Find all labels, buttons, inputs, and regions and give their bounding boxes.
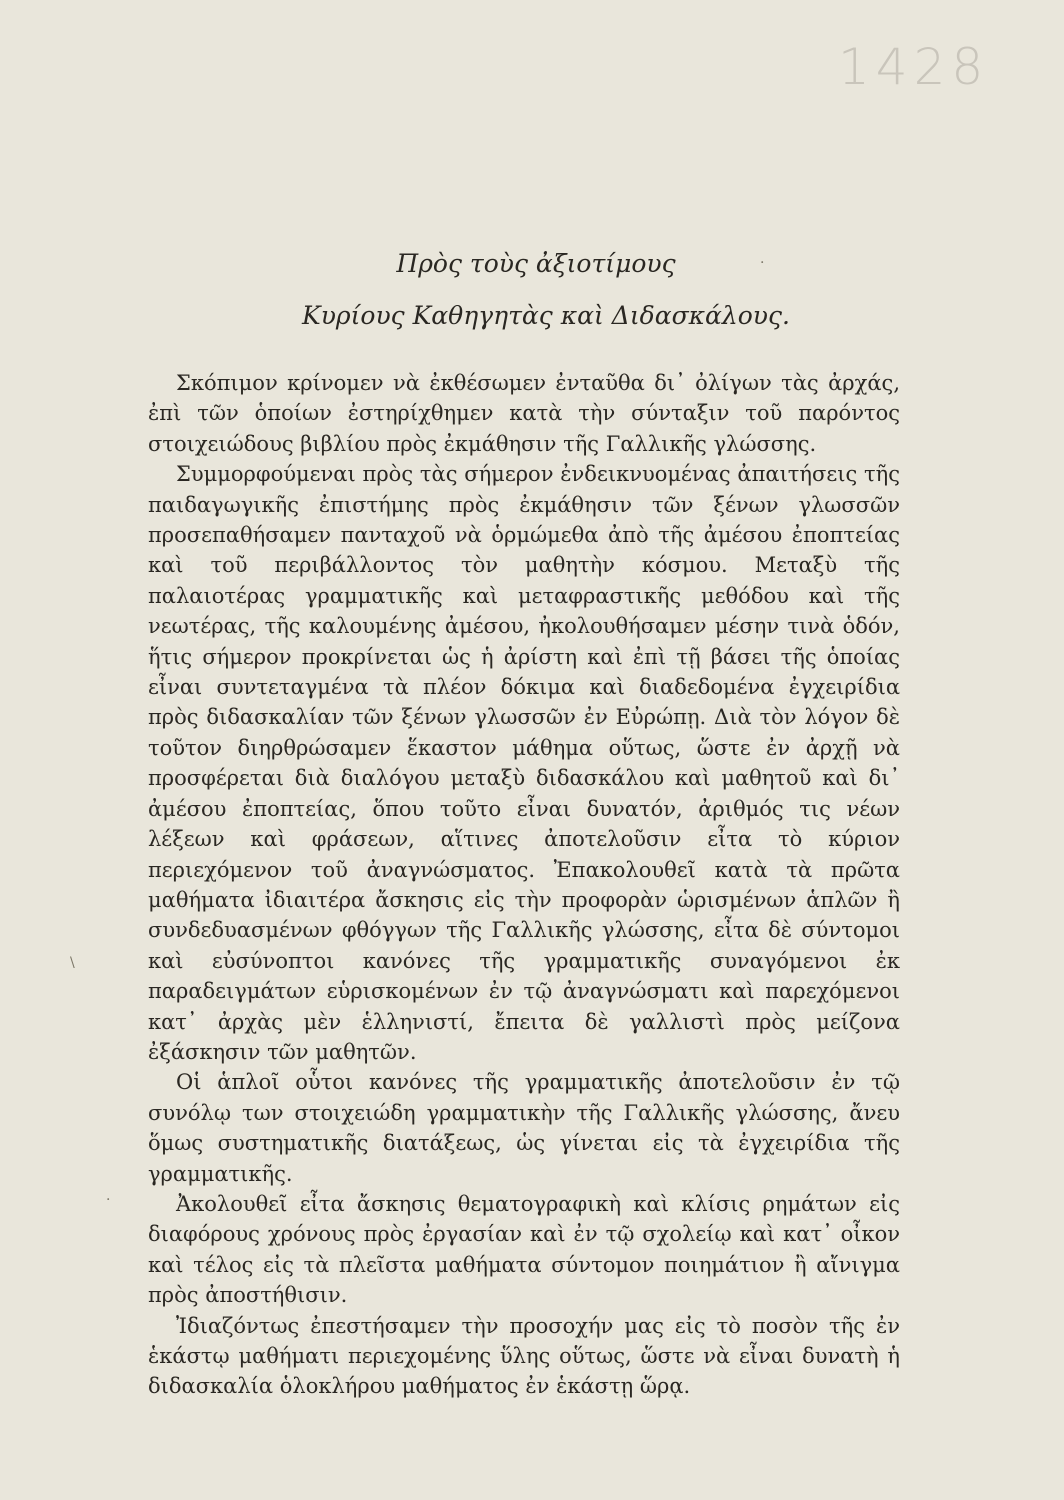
- preface-body: [148, 368, 900, 1402]
- paragraph: Ἀκολουθεῖ εἶτα ἄσκησις θεματογραφικὴ καὶ κλίσις ρημάτων εἰς διαφόρους χρόνους πρὸς ἐργασίαν καὶ ἐν τῷ σχολείῳ καὶ κατ᾿ οἶκον καὶ τέλος εἰς τὰ πλεῖστα μαθήματα σύντομον ποιημάτιον ἢ αἴνιγμα πρὸς ἀποστήθισιν.: [148, 1191, 900, 1308]
- paper-speck: \: [70, 955, 75, 971]
- dedication-heading: [0, 238, 1064, 342]
- paragraph: Οἱ ἁπλοῖ οὗτοι κανόνες τῆς γραμματικῆς ἀποτελοῦσιν ἐν τῷ συνόλῳ των στοιχειώδη γραμματικὴν τῆς Γαλλικῆς γλώσσης, ἄνευ ὅμως συστηματικῆς διατάξεως, ὡς γίνεται εἰς τὰ ἐγχειρίδια τῆς γραμματικῆς.: [148, 1070, 900, 1186]
- paper-speck: ·: [106, 1192, 111, 1208]
- pencil-page-number: 1428: [838, 38, 990, 96]
- heading-line-2: Κυρίους Καθηγητὰς καὶ Διδασκάλους.: [302, 301, 790, 330]
- paragraph: Σκόπιμον κρίνομεν νὰ ἐκθέσωμεν ἐνταῦθα δι᾿ ὀλίγων τὰς ἀρχάς, ἐπὶ τῶν ὁποίων ἐστηρίχθημεν κατὰ τὴν σύνταξιν τοῦ παρόντος στοιχειώδους βιβλίου πρὸς ἐκμάθησιν τῆς Γαλλικῆς γλώσσης.: [148, 371, 900, 456]
- paragraph: Συμμορφούμεναι πρὸς τὰς σήμερον ἐνδεικνυομένας ἀπαιτήσεις τῆς παιδαγωγικῆς ἐπιστήμης πρὸς ἐκμάθησιν τῶν ξένων γλωσσῶν προσεπαθήσαμεν πανταχοῦ νὰ ὁρμώμεθα ἀπὸ τῆς ἀμέσου ἐποπτείας καὶ τοῦ περιβάλλοντος τὸν μαθητὴν κόσμου. Μεταξὺ τῆς παλαιοτέρας γραμματικῆς καὶ μεταφραστικῆς μεθόδου καὶ τῆς νεωτέρας, τῆς καλουμένης ἀμέσου, ἠκολουθήσαμεν μέσην τινὰ ὁδόν, ἥτις σήμερον προκρίνεται ὡς ἡ ἀρίστη καὶ ἐπὶ τῇ βάσει τῆς ὁποίας εἶναι συντεταγμένα τὰ πλέον δόκιμα καὶ διαδεδομένα ἐγχειρίδια πρὸς διδασκαλίαν τῶν ξένων γλωσσῶν ἐν Εὐρώπῃ. Διὰ τὸν λόγον δὲ τοῦτον διηρθρώσαμεν ἕκαστον μάθημα οὕτως, ὥστε ἐν ἀρχῇ νὰ προσφέρεται διὰ διαλόγου μεταξὺ διδασκάλου καὶ μαθητοῦ καὶ δι᾿ ἀμέσου ἐποπτείας, ὅπου τοῦτο εἶναι δυνατόν, ἀριθμός τις νέων λέξεων καὶ φράσεων, αἵτινες ἀποτελοῦσιν εἶτα τὸ κύριον περιεχόμενον τοῦ ἀναγνώσματος. Ἐπακολουθεῖ κατὰ τὰ πρῶτα μαθήματα ἰδιαιτέρα ἄσκησις εἰς τὴν προφορὰν ὡρισμένων ἁπλῶν ἢ συνδεδυασμένων φθόγγων τῆς Γαλλικῆς γλώσσης, εἶτα δὲ σύντομοι καὶ εὐσύνοπτοι κανόνες τῆς γραμματικῆς συναγόμενοι ἐκ παραδειγμάτων εὑρισκομένων ἐν τῷ ἀναγνώσματι καὶ παρεχόμενοι κατ᾿ ἀρχὰς μὲν ἑλληνιστί, ἔπειτα δὲ γαλλιστὶ πρὸς μείζονα ἐξάσκησιν τῶν μαθητῶν.: [148, 462, 900, 1064]
- heading-line-1: Πρὸς τοὺς ἀξιοτίμους: [396, 249, 676, 278]
- paragraph: Ἰδιαζόντως ἐπεστήσαμεν τὴν προσοχήν μας εἰς τὸ ποσὸν τῆς ἐν ἑκάστῳ μαθήματι περιεχομένης ὕλης οὕτως, ὥστε νὰ εἶναι δυνατὴ ἡ διδασκαλία ὁλοκλήρου μαθήματος ἐν ἑκάστῃ ὥρᾳ.: [148, 1313, 900, 1399]
- paper-speck: ·: [760, 255, 765, 271]
